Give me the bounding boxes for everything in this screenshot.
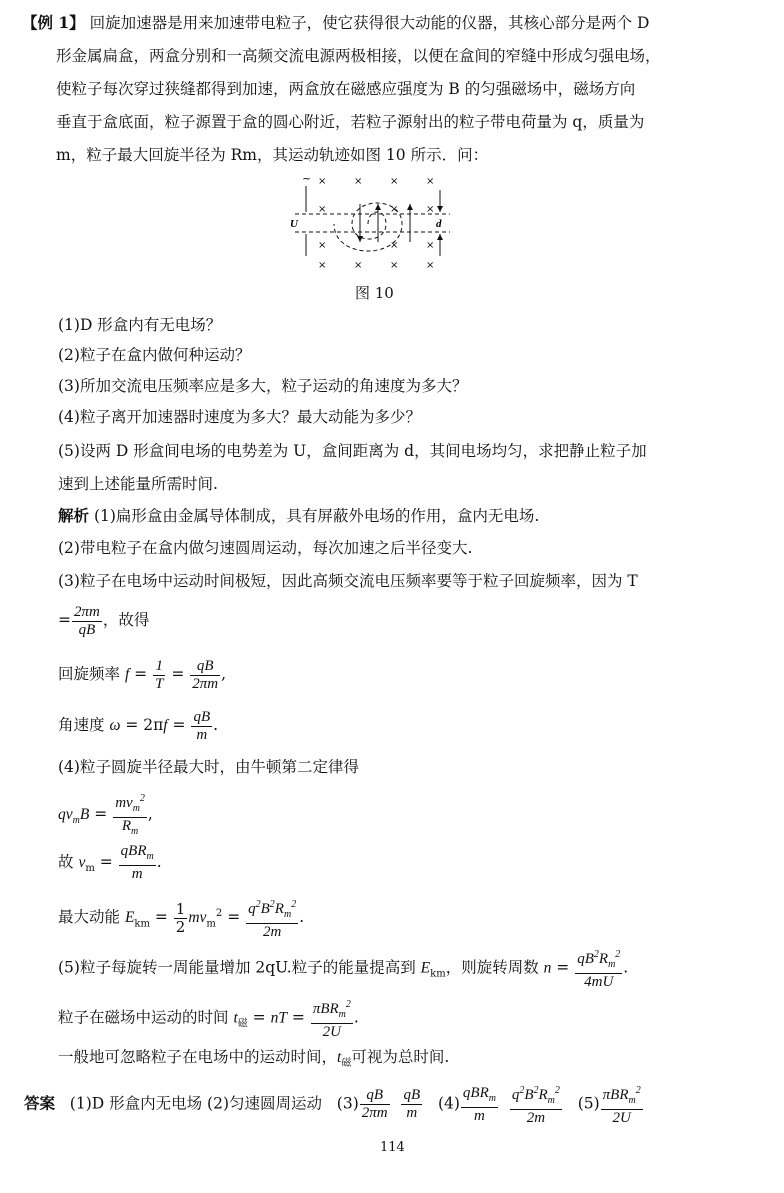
example-tag: 【例 1】 [22,13,85,32]
answer-label: 答案 [24,1093,56,1113]
ek-label: 最大动能 [58,908,125,927]
cross-mark: × [354,260,363,271]
cyclotron-figure [290,172,460,280]
label-u: U [290,218,298,230]
analysis-s6: 一般地可忽略粒子在电场中的运动时间， [58,1048,338,1066]
formula-time: 粒子在磁场中运动的时间 $t_磁$ = nT = $\frac{\pi BR_m^2}{2U}$ . [58,996,359,1045]
answer-line: 答案 (1)D 形盒内无电场 (2)匀速圆周运动 (3) $\frac{qB}{2\pi m}$ $\frac{qB}{m}$ (4) $\frac{qBR_m}{m}$ $\frac{q^2B^2R_m^2}{2m}$ (5) $\frac{\pi BR_m^2}{2U}$ [24,1082,644,1127]
formula-frequency: 回旋频率 f = $\frac{1}{T}$ = $\frac{qB}{2\pi m}$ , [58,657,227,692]
formula-omega: 角速度 ω = 2πf = $\frac{qB}{m}$ . [58,708,219,743]
intro-line: 使粒子每次穿过狭缝都得到加速，两盒放在磁感应强度为 B 的匀强磁场中，磁场方向 [56,80,636,98]
example-paragraph-line-1 [22,12,649,34]
cross-mark: × [426,204,435,215]
analysis-s5b: ，则旋转周数 [445,958,544,977]
formula-vm: 故 $v_m$ = $\frac{qBR_m}{m}$ . [58,843,162,882]
formula-newton: $qv_mB$ = $\frac{mv_m^2}{R_m}$ , [58,790,153,841]
intro-line: 形金属扁盒，两盒分别和一高频交流电源两极相接，以便在盒间的窄缝中形成匀强电场， [56,47,661,65]
intro-line: m，粒子最大回旋半径为 Rm，其运动轨迹如图 10 所示．问： [56,146,489,164]
answer-1: (1)D 形盒内无电场 [69,1094,203,1113]
cross-mark: × [390,240,399,251]
ac-source-label: ~ [302,172,312,185]
cross-mark: × [318,240,327,251]
cross-mark: × [390,176,399,187]
t-label: 粒子在磁场中运动的时间 [58,1008,234,1027]
analysis-s5a: (5)粒子每旋转一周能量增加 2qU.粒子的能量提高到 [58,958,421,977]
question-4: (4)粒子离开加速器时速度为多大？最大动能为多少？ [58,408,421,426]
formula-ek: 最大动能 $E_{km}$ = $\frac{1}{2}$ $mv_m^2$ = $\frac{q^2B^2R_m^2}{2m}$ . [58,894,304,944]
vm-label: 故 [58,853,79,871]
cross-mark: × [390,260,399,271]
analysis-s6b: 可视为总时间. [351,1048,450,1066]
page-number: 114 [380,1140,405,1155]
answer-3: (3) [336,1094,359,1113]
analysis-s3b: ，故得 [102,611,150,629]
analysis-s6-line: 一般地可忽略粒子在电场中的运动时间，$t_磁$可视为总时间. [58,1048,450,1070]
formula-period: = $\frac{2\pi m}{qB}$ ，故得 [58,603,150,638]
answer-5: (5) [577,1094,600,1113]
cross-mark: × [390,204,399,215]
freq-label: 回旋频率 [58,665,125,683]
question-1: (1)D 形盒内有无电场？ [58,316,222,334]
answer-2: (2)匀速圆周运动 [207,1094,323,1113]
answer-4: (4) [437,1094,460,1113]
figure-caption: 图 10 [355,284,394,302]
intro-line: 垂直于盒底面，粒子源置于盒的圆心附近，若粒子源射出的粒子带电荷量为 q，质量为 [56,113,645,131]
analysis-s1: (1)扁形盒由金属导体制成，具有屏蔽外电场的作用，盒内无电场. [93,507,540,525]
question-5: (5)设两 D 形盒间电场的电势差为 U，盒间距离为 d，其间电场均匀，求把静止粒子加 [58,442,647,460]
analysis-label: 解析 [58,506,90,525]
question-5-cont: 速到上述能量所需时间. [58,475,218,493]
cross-mark: × [426,240,435,251]
cross-mark: × [426,260,435,271]
label-d: d [436,218,442,230]
cross-mark: × [426,176,435,187]
cross-mark: × [318,204,327,215]
cross-mark: × [318,176,327,187]
intro-line: 回旋加速器是用来加速带电粒子，使它获得很大动能的仪器，其核心部分是两个 D [89,14,650,32]
question-3: (3)所加交流电压频率应是多大，粒子运动的角速度为多大？ [58,377,468,395]
analysis-s3: (3)粒子在电场中运动时间极短，因此高频交流电压频率要等于粒子回旋频率，因为 T [58,572,638,590]
question-2: (2)粒子在盒内做何种运动？ [58,346,251,364]
cross-mark: × [318,260,327,271]
analysis-s4: (4)粒子圆旋半径最大时，由牛顿第二定律得 [58,758,359,776]
cross-mark: × [354,176,363,187]
analysis-s2: (2)带电粒子在盒内做匀速圆周运动，每次加速之后半径变大. [58,539,473,557]
omega-label: 角速度 [58,716,110,734]
analysis-line-1 [58,505,539,527]
formula-turns: (5)粒子每旋转一周能量增加 2qU.粒子的能量提高到 $E_{km}$，则旋转周数 n = $\frac{qB^2R_m^2}{4mU}$ . [58,946,628,995]
fraction: $\frac{2\pi m}{qB}$ [74,603,100,638]
